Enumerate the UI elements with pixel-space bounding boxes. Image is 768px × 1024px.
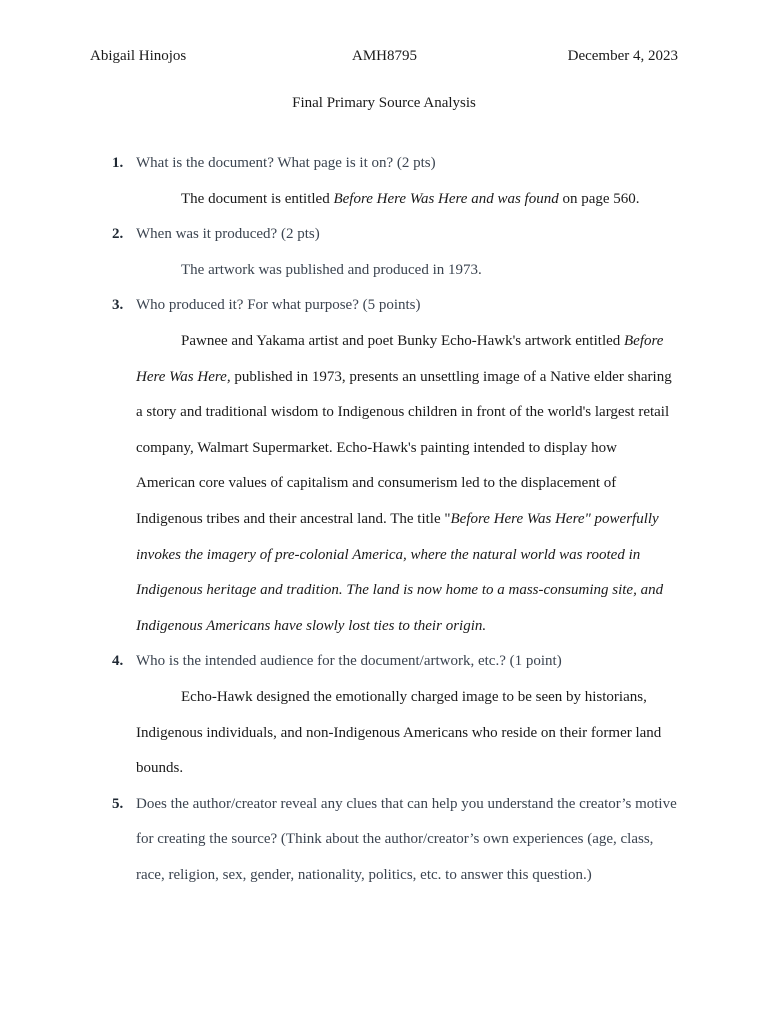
author-name: Abigail Hinojos bbox=[90, 48, 187, 64]
question-prompt: When was it produced? (2 pts) bbox=[136, 226, 320, 243]
answer-italic-text: Before Here Was Here" powerfully invokes the imagery of pre-colonial America, where the natural world was rooted in Indigenous heritage and tradition. The land is now home to a mass-consuming site, and Indigenous Americans have slowly lost ties to their origin. bbox=[136, 510, 664, 634]
course-code: AMH8795 bbox=[352, 48, 418, 64]
question-number: 1. bbox=[112, 155, 124, 171]
question-4 bbox=[112, 644, 678, 680]
question-number: 3. bbox=[112, 297, 124, 314]
answer-text: The artwork was published and produced in 1973. bbox=[181, 261, 482, 278]
question-number: 4. bbox=[112, 653, 124, 670]
page-header bbox=[90, 46, 678, 66]
question-2 bbox=[112, 217, 678, 253]
answer-text: The document is entitled bbox=[181, 190, 334, 207]
document-title: Final Primary Source Analysis bbox=[292, 95, 476, 111]
question-prompt: Who is the intended audience for the document/artwork, etc.? (1 point) bbox=[136, 653, 562, 670]
question-list bbox=[112, 146, 678, 893]
question-prompt: Does the author/creator reveal any clues that can help you understand the creator’s motive for creating the source? (Think about the author/creator’s own experiences (age, class, race, religion, sex, gender, nationality, politics, etc. to answer this question.) bbox=[136, 795, 677, 883]
answer-text: published in 1973, presents an unsettling image of a Native elder sharing a story and traditional wisdom to Indigenous children in front of the world's largest retail company, Walmart Supermarket. Echo-Hawk's painting intended to display how American core values of capitalism and consumerism led to the displacement of Indigenous tribes and their ancestral land. The title " bbox=[136, 368, 672, 527]
answer-text: on page 560. bbox=[558, 190, 640, 207]
header-date: December 4, 2023 bbox=[567, 48, 678, 64]
answer-1 bbox=[136, 182, 678, 218]
answer-text: Echo-Hawk designed the emotionally charged image to be seen by historians, Indigenous individuals, and non-Indigenous Americans who reside on their former land bounds. bbox=[136, 688, 662, 777]
question-3 bbox=[112, 288, 678, 324]
question-prompt: Who produced it? For what purpose? (5 points) bbox=[136, 297, 421, 314]
question-prompt: What is the document? What page is it on? (2 pts) bbox=[136, 155, 436, 171]
question-1 bbox=[112, 146, 678, 182]
question-number: 2. bbox=[112, 226, 124, 243]
answer-3 bbox=[136, 324, 678, 644]
answer-italic-title: Before Here Was Here, bbox=[136, 332, 664, 385]
answer-2 bbox=[136, 253, 678, 289]
answer-italic-text: Before Here Was Here and was found bbox=[333, 190, 559, 207]
question-5 bbox=[112, 787, 678, 894]
question-number: 5. bbox=[112, 795, 124, 812]
answer-4 bbox=[136, 680, 678, 787]
answer-text: Pawnee and Yakama artist and poet Bunky Echo-Hawk's artwork entitled bbox=[181, 332, 625, 349]
